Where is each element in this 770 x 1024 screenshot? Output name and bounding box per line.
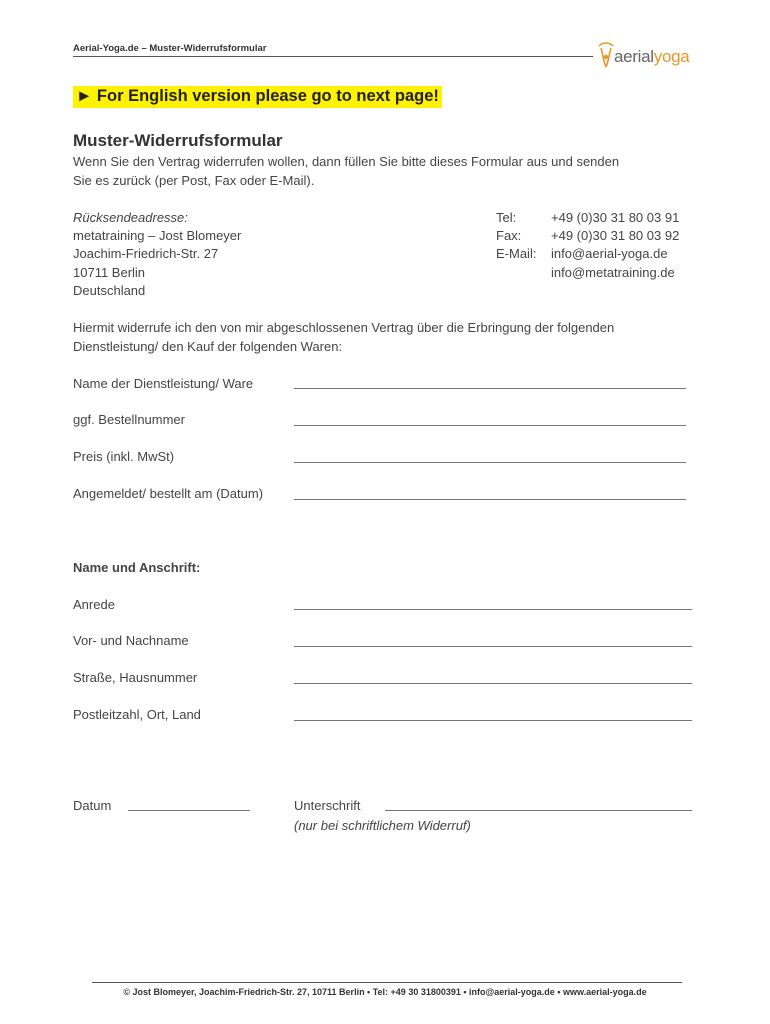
tel-label: Tel: [496,210,517,225]
field-line-order-number[interactable] [294,425,686,426]
date-label: Datum [73,798,112,813]
fax-label: Fax: [496,228,522,243]
email-value-1: info@aerial-yoga.de [551,246,668,261]
logo-word-accent: yoga [653,47,690,66]
intro-line-2: Sie es zurück (per Post, Fax oder E-Mail). [73,173,315,188]
footer-divider [92,982,682,983]
footer-text: © Jost Blomeyer, Joachim-Friedrich-Str. 27, 10711 Berlin • Tel: +49 30 31800391 • info@aerial-yoga.de • www.aerial-yoga.de [123,987,647,997]
signature-note: (nur bei schriftlichem Widerruf) [294,818,471,833]
field-label-order-date: Angemeldet/ bestellt am (Datum) [73,486,264,501]
aerialyoga-logo [597,40,707,72]
logo-wordmark [614,47,689,67]
field-label-service-name: Name der Dienstleistung/ Ware [73,376,254,391]
signature-label: Unterschrift [294,798,361,813]
field-label-street: Straße, Hausnummer [73,670,198,685]
date-line[interactable] [128,810,250,811]
address-line-2: Joachim-Friedrich-Str. 27 [73,246,219,261]
header-divider [73,56,593,57]
field-label-full-name: Vor- und Nachname [73,633,189,648]
field-line-salutation[interactable] [294,609,692,610]
field-line-service-name[interactable] [294,388,686,389]
email-label: E-Mail: [496,246,537,261]
logo-word-primary: aerial [614,47,654,66]
english-version-banner: ► For English version please go to next page! [73,86,442,108]
field-label-price: Preis (inkl. MwSt) [73,449,175,464]
customer-heading: Name und Anschrift: [73,560,201,575]
field-label-postal-city-country: Postleitzahl, Ort, Land [73,707,201,722]
signature-line[interactable] [385,810,692,811]
address-line-4: Deutschland [73,283,146,298]
header-title: Aerial-Yoga.de – Muster-Widerrufsformular [73,43,267,54]
field-line-full-name[interactable] [294,646,692,647]
statement-line-1: Hiermit widerrufe ich den von mir abgeschlossenen Vertrag über die Erbringung der folgenden [73,320,615,335]
tel-value: +49 (0)30 31 80 03 91 [551,210,680,225]
field-label-order-number: ggf. Bestellnummer [73,412,185,427]
intro-line-1: Wenn Sie den Vertrag widerrufen wollen, dann füllen Sie bitte dieses Formular aus und senden [73,154,620,169]
field-line-postal-city-country[interactable] [294,720,692,721]
field-line-street[interactable] [294,683,692,684]
field-label-salutation: Anrede [73,597,115,612]
address-line-1: metatraining – Jost Blomeyer [73,228,242,243]
statement-line-2: Dienstleistung/ den Kauf der folgenden Waren: [73,339,343,354]
fax-value: +49 (0)30 31 80 03 92 [551,228,680,243]
form-heading: Muster-Widerrufsformular [73,131,283,150]
field-line-order-date[interactable] [294,499,686,500]
return-address-label: Rücksendeadresse: [73,210,188,225]
email-value-2: info@metatraining.de [551,265,675,280]
address-line-3: 10711 Berlin [73,265,146,280]
field-line-price[interactable] [294,462,686,463]
